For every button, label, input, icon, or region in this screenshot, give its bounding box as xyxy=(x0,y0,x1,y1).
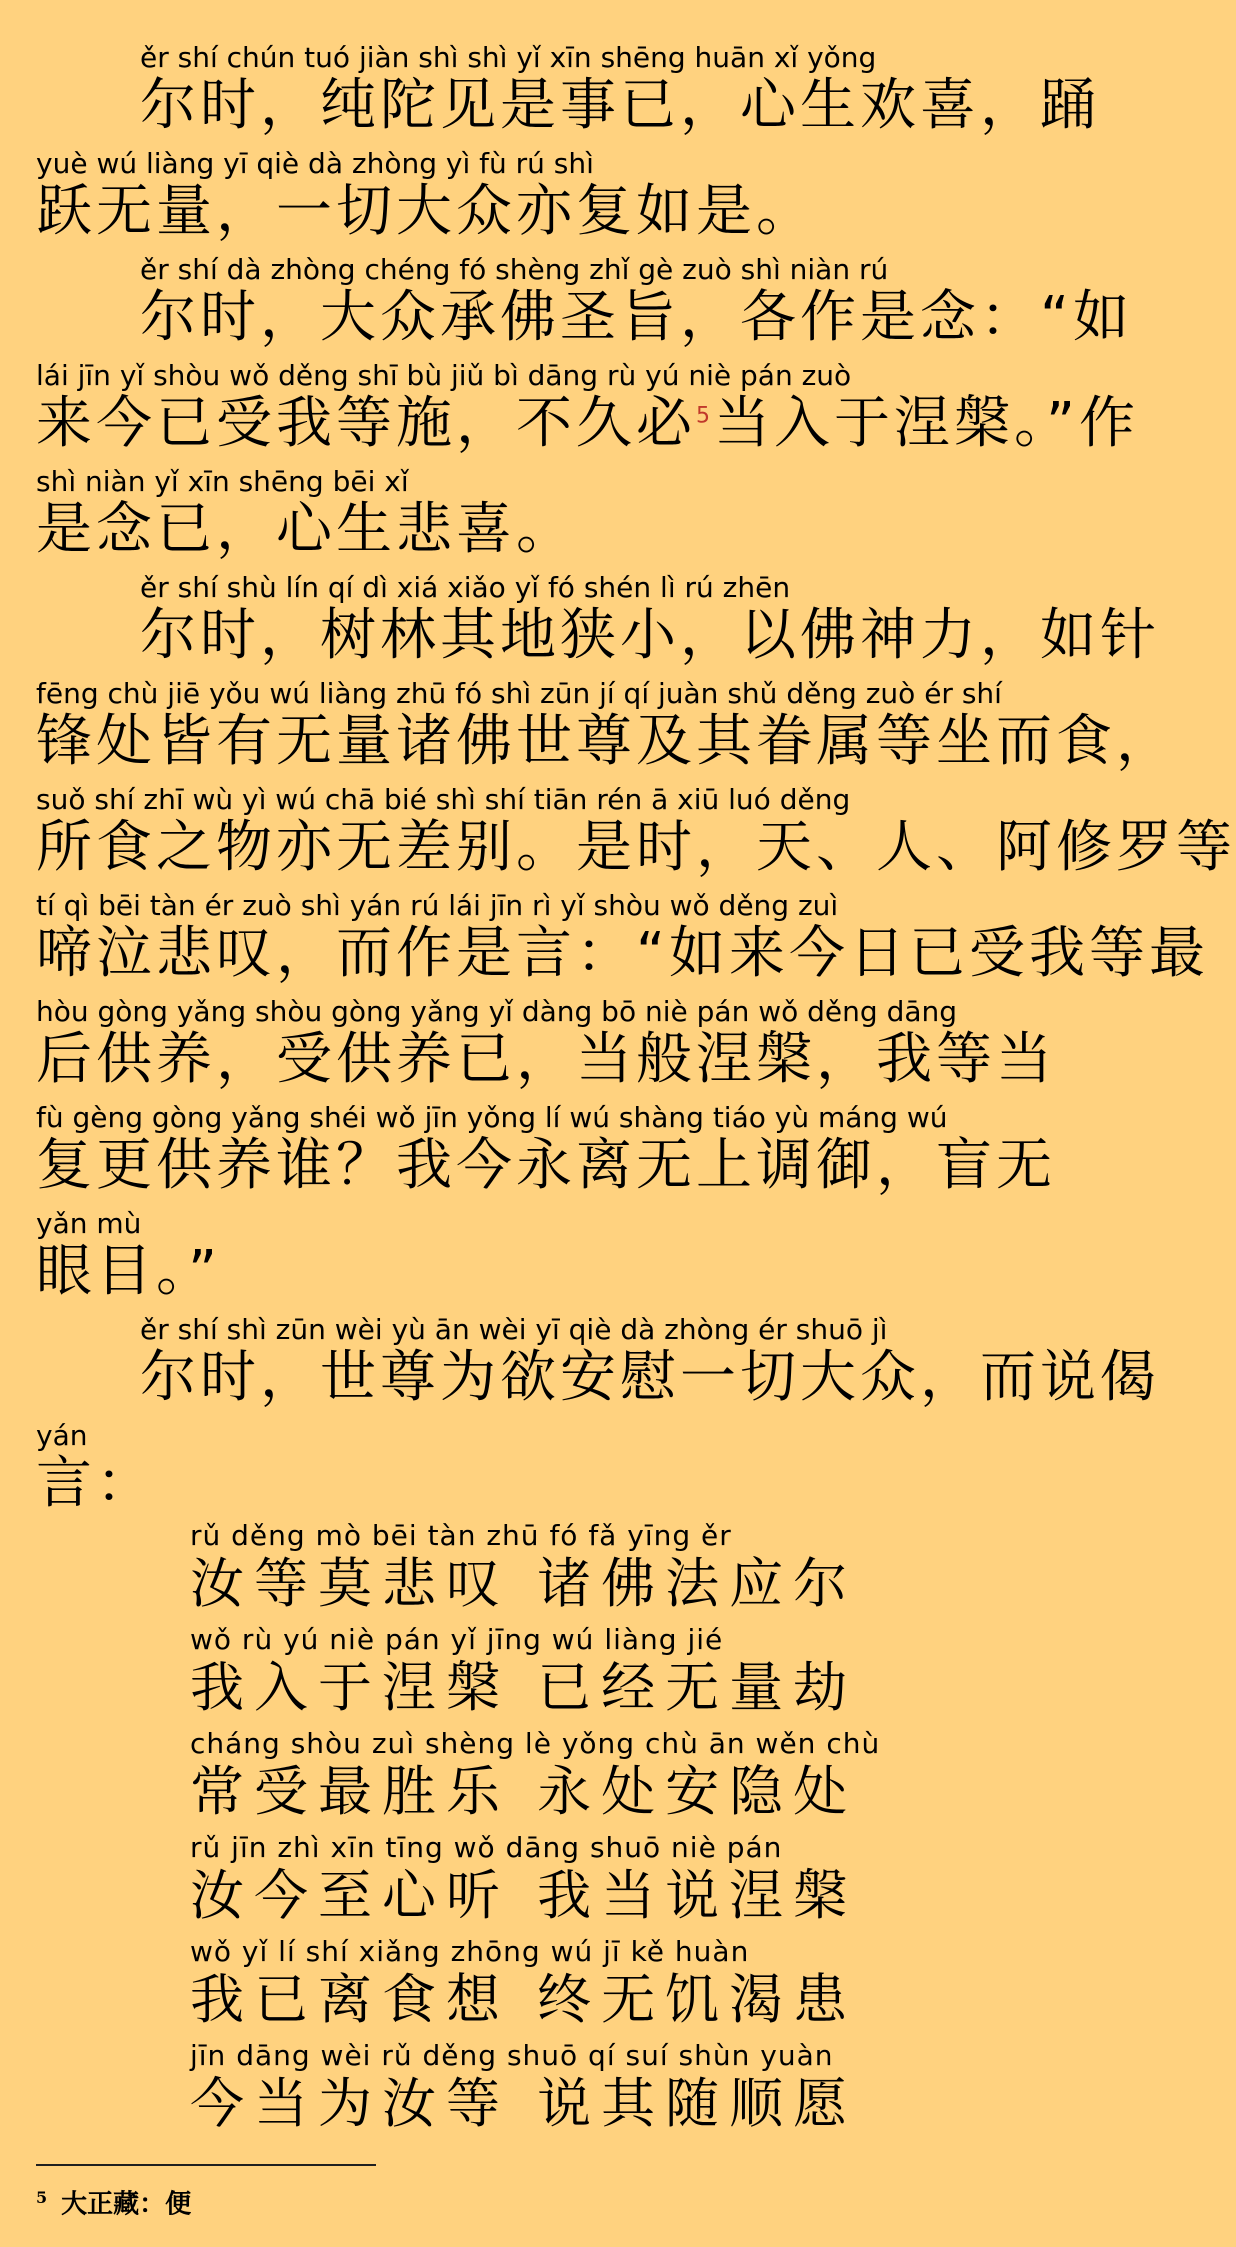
text-line xyxy=(140,38,1100,142)
pinyin-line: fù gèng gòng yǎng shéi wǒ jīn yǒng lí wú shàng tiáo yù máng wú xyxy=(36,1101,948,1134)
footnote-text: 大正藏：便 xyxy=(61,2189,192,2220)
text-line xyxy=(36,780,1236,884)
text-line xyxy=(140,568,1160,672)
pinyin-line: ěr shí shì zūn wèi yù ān wèi yī qiè dà zhòng ér shuō jì xyxy=(140,1313,888,1346)
pinyin-line: shì niàn yǐ xīn shēng bēi xǐ xyxy=(36,465,409,498)
pinyin-line: rǔ děng mò bēi tàn zhū fó fǎ yīng ěr xyxy=(190,1519,732,1552)
verse-line xyxy=(190,1620,910,1724)
hanzi-line: 我入于涅槃 已经无量劫 xyxy=(190,1656,858,1719)
hanzi-line: 跃无量，一切大众亦复如是。 xyxy=(36,179,816,244)
text-line xyxy=(36,462,1046,566)
hanzi-line: 尔时，世尊为欲安慰一切大众，而说偈 xyxy=(140,1345,1160,1410)
pinyin-line: tí qì bēi tàn ér zuò shì yán rú lái jīn rì yǐ shòu wǒ děng zuì xyxy=(36,889,839,922)
text-line xyxy=(36,1098,1056,1202)
pinyin-line: fēng chù jiē yǒu wú liàng zhū fó shì zūn jí qí juàn shǔ děng zuò ér shí xyxy=(36,677,1002,710)
pinyin-line: ěr shí chún tuó jiàn shì shì yǐ xīn shēng huān xǐ yǒng xyxy=(140,41,877,74)
hanzi-line: 后供养，受供养已，当般涅槃，我等当 xyxy=(36,1027,1056,1092)
hanzi-line: 我已离食想 终无饥渴患 xyxy=(190,1968,858,2031)
pinyin-line: yán xyxy=(36,1419,88,1452)
hanzi-line: 锋处皆有无量诸佛世尊及其眷属等坐而食， xyxy=(36,709,1176,774)
hanzi-line: 复更供养谁？我今永离无上调御，盲无 xyxy=(36,1133,1056,1198)
text-line xyxy=(140,1310,1160,1414)
hanzi-line: 尔时，大众承佛圣旨，各作是念：“如 xyxy=(140,285,1134,350)
pinyin-line: hòu gòng yǎng shòu gòng yǎng yǐ dàng bō niè pán wǒ děng dāng xyxy=(36,995,958,1028)
pinyin-line: cháng shòu zuì shèng lè yǒng chù ān wěn chù xyxy=(190,1727,881,1760)
pinyin-line: jīn dāng wèi rǔ děng shuō qí suí shùn yuàn xyxy=(190,2039,834,2072)
text-line xyxy=(36,1416,1046,1520)
footnote-divider xyxy=(36,2164,376,2166)
hanzi-line: 所食之物亦无差别。是时，天、人、阿修罗等 xyxy=(36,815,1236,880)
hanzi-line xyxy=(36,391,1140,456)
pinyin-line: yuè wú liàng yī qiè dà zhòng yì fù rú shì xyxy=(36,147,594,180)
footnote xyxy=(36,2178,191,2218)
pinyin-line: wǒ rù yú niè pán yǐ jīng wú liàng jié xyxy=(190,1623,724,1656)
pinyin-line: ěr shí dà zhòng chéng fó shèng zhǐ gè zuò shì niàn rú xyxy=(140,253,889,286)
hanzi-line: 今当为汝等 说其随顺愿 xyxy=(190,2072,858,2135)
text-line xyxy=(36,144,1046,248)
hanzi-segment: 当入于涅槃。”作 xyxy=(714,391,1140,456)
pinyin-line: wǒ yǐ lí shí xiǎng zhōng wú jī kě huàn xyxy=(190,1935,750,1968)
pinyin-line: yǎn mù xyxy=(36,1207,142,1240)
text-line xyxy=(36,992,1056,1096)
hanzi-line: 常受最胜乐 永处安隐处 xyxy=(190,1760,858,1823)
text-line xyxy=(36,674,1176,778)
hanzi-line: 是念已，心生悲喜。 xyxy=(36,497,576,562)
hanzi-segment: 来今已受我等施，不久必 xyxy=(36,391,696,456)
verse-line xyxy=(190,2036,910,2140)
hanzi-line: 眼目。” xyxy=(36,1239,222,1304)
hanzi-line: 尔时，树林其地狭小，以佛神力，如针 xyxy=(140,603,1160,668)
pinyin-line: lái jīn yǐ shòu wǒ děng shī bù jiǔ bì dāng rù yú niè pán zuò xyxy=(36,359,852,392)
hanzi-line: 汝等莫悲叹 诸佛法应尔 xyxy=(190,1552,858,1615)
footnote-number: 5 xyxy=(36,2188,48,2207)
hanzi-line: 尔时，纯陀见是事已，心生欢喜，踊 xyxy=(140,73,1100,138)
text-line xyxy=(36,886,1210,990)
hanzi-line: 啼泣悲叹，而作是言：“如来今日已受我等最 xyxy=(36,921,1210,986)
pinyin-line: ěr shí shù lín qí dì xiá xiǎo yǐ fó shén lì rú zhēn xyxy=(140,571,791,604)
verse-line xyxy=(190,1724,910,1828)
verse-line xyxy=(190,1828,910,1932)
text-line xyxy=(36,1204,1046,1308)
text-line xyxy=(36,356,1140,460)
pinyin-line: suǒ shí zhī wù yì wú chā bié shì shí tiān rén ā xiū luó děng xyxy=(36,783,851,816)
verse-line xyxy=(190,1516,910,1620)
hanzi-line: 汝今至心听 我当说涅槃 xyxy=(190,1864,858,1927)
text-line xyxy=(140,250,1134,354)
verse-line xyxy=(190,1932,910,2036)
pinyin-line: rǔ jīn zhì xīn tīng wǒ dāng shuō niè pán xyxy=(190,1831,783,1864)
footnote-marker[interactable]: 5 xyxy=(696,403,714,429)
hanzi-line: 言： xyxy=(36,1451,156,1516)
